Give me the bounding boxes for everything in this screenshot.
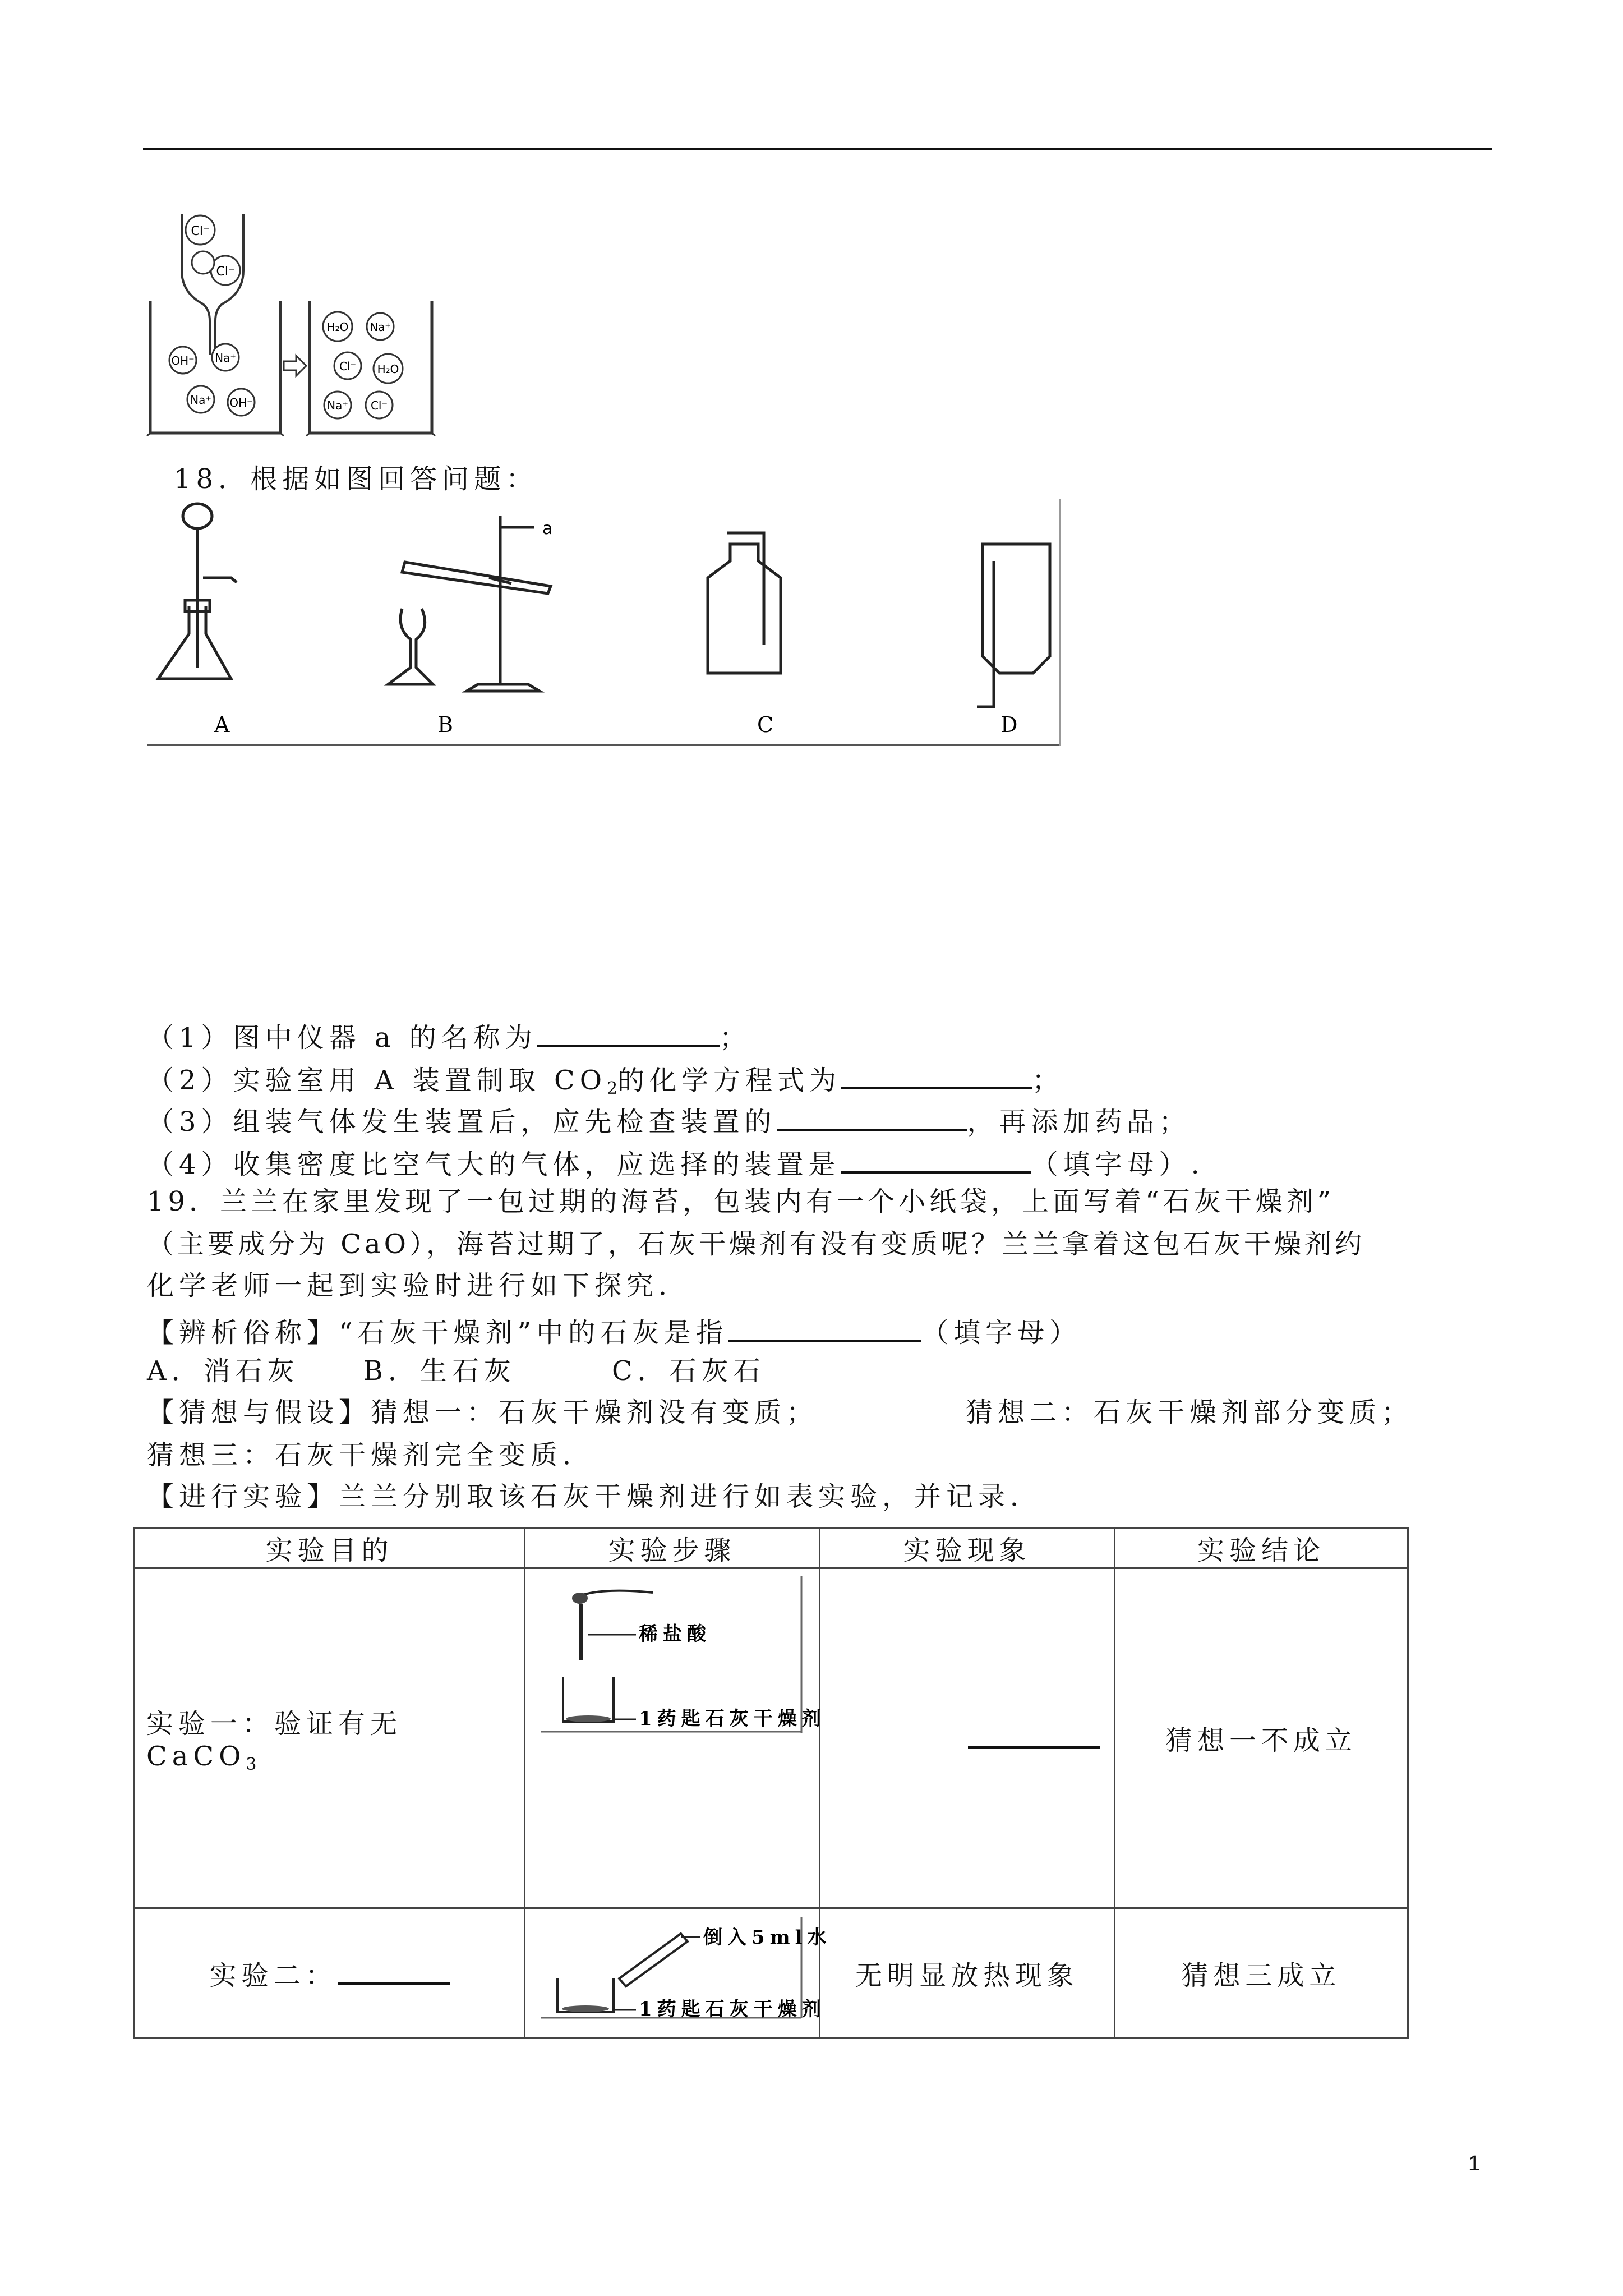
row2-phenomenon: 无明显放热现象 [820, 1908, 1115, 2039]
q18-item-4 [147, 1147, 1205, 1178]
q18-item-1-end: ； [719, 1022, 751, 1053]
q18-item-2 [147, 1062, 1064, 1097]
header-phenomenon: 实验现象 [820, 1528, 1115, 1568]
label-a: A [214, 712, 230, 737]
row1-phenomenon [820, 1568, 1115, 1908]
q19-line-1: 19．兰兰在家里发现了一包过期的海苔，包装内有一个小纸袋，上面写着“石灰干燥剂” [147, 1186, 1335, 1217]
q18-item-1 [147, 1020, 751, 1051]
q18-item-3-end: ，再添加药品； [967, 1106, 1191, 1138]
water-pour-figure [541, 1917, 832, 2023]
left-ion-3: Na⁺ [190, 393, 211, 407]
row1-conclusion: 猜想一不成立 [1115, 1568, 1408, 1908]
table-row [135, 1908, 1408, 2039]
q18-item-2-text: （2）实验室用 A 装置制取 CO [147, 1065, 607, 1096]
q19-options: A．消石灰 B．生石灰 C．石灰石 [147, 1355, 766, 1387]
caco3-subscript: 3 [246, 1755, 257, 1774]
experiment-table [133, 1527, 1409, 2039]
ion-reaction-figure [147, 209, 437, 439]
q19-line-3: 化学老师一起到实验时进行如下探究． [147, 1270, 691, 1301]
hcl-drop-figure [541, 1576, 826, 1744]
row2-purpose [135, 1908, 525, 2039]
header-steps: 实验步骤 [525, 1528, 820, 1568]
water-label: 倒入5ml水 [703, 1926, 832, 1949]
q18-item-1-text: （1）图中仪器 a 的名称为 [147, 1022, 537, 1053]
label-d: D [1000, 712, 1018, 737]
answer-blank-6[interactable] [968, 1722, 1100, 1749]
page-number: 1 [1468, 2152, 1481, 2175]
q19-caixiang-1: 【猜想与假设】猜想一：石灰干燥剂没有变质； [147, 1397, 819, 1428]
label-c: C [757, 712, 774, 737]
right-ion-5: Na⁺ [327, 399, 348, 412]
left-ion-2: Na⁺ [215, 351, 236, 365]
answer-blank-4[interactable] [841, 1147, 1031, 1174]
table-row [135, 1568, 1408, 1908]
bianxi-end: （填字母） [921, 1317, 1082, 1349]
q18-item-4-text: （4）收集密度比空气大的气体，应选择的装置是 [147, 1149, 841, 1180]
right-ion-2: Na⁺ [370, 320, 391, 334]
right-ion-6: Cl⁻ [370, 399, 388, 412]
q18-item-4-end: （填字母）. [1031, 1149, 1205, 1180]
answer-blank-2[interactable] [841, 1062, 1032, 1089]
q19-caixiang-2: 猜想二：石灰干燥剂部分变质； [966, 1397, 1414, 1428]
right-ion-4: H₂O [377, 362, 399, 376]
row2-steps [525, 1908, 832, 2039]
drying-agent-label-1: 1药匙石灰干燥剂 [638, 1708, 826, 1730]
hcl-label: 稀盐酸 [638, 1623, 711, 1645]
left-ion-1: OH⁻ [171, 354, 195, 367]
q19-caixiang-3: 猜想三：石灰干燥剂完全变质． [147, 1439, 595, 1471]
row1-purpose-text: 实验一：验证有无 CaCO [146, 1708, 403, 1772]
row1-purpose [135, 1568, 525, 1908]
apparatus-diagram [147, 499, 1061, 746]
right-ion-3: Cl⁻ [339, 360, 357, 373]
answer-blank-7[interactable] [338, 1958, 450, 1985]
q19-line-2: （主要成分为 CaO），海苔过期了，石灰干燥剂有没有变质呢？兰兰拿着这包石灰干燥剂约 [147, 1228, 1365, 1260]
right-ion-1: H₂O [326, 320, 349, 334]
table-header-row [135, 1528, 1408, 1568]
q18-item-2-mid: 的化学方程式为 [617, 1065, 842, 1096]
dropper-ion-1: Cl⁻ [191, 224, 210, 238]
drying-agent-label-2: 1药匙石灰干燥剂 [638, 1998, 826, 2021]
apparatus-figure [147, 499, 1061, 746]
row2-purpose-text: 实验二： [209, 1960, 338, 1991]
answer-blank-5[interactable] [728, 1315, 921, 1342]
answer-blank-1[interactable] [537, 1020, 720, 1047]
q19-jinxing: 【进行实验】兰兰分别取该石灰干燥剂进行如表实验，并记录． [147, 1481, 1043, 1512]
row1-steps [525, 1568, 826, 1908]
row2-conclusion: 猜想三成立 [1115, 1908, 1408, 2039]
instrument-label-a: a [542, 519, 553, 539]
header-purpose: 实验目的 [135, 1528, 525, 1568]
header-conclusion: 实验结论 [1115, 1528, 1408, 1568]
dropper-ion-2: Cl⁻ [216, 265, 235, 279]
q18-item-2-end: ； [1032, 1065, 1064, 1096]
q19-bianxi [147, 1315, 1082, 1349]
answer-blank-3[interactable] [777, 1104, 967, 1131]
ion-diagram [147, 209, 437, 439]
left-ion-4: OH⁻ [229, 396, 253, 409]
q18-item-3-text: （3）组装气体发生装置后，应先检查装置的 [147, 1106, 777, 1138]
header-rule [143, 148, 1492, 150]
q18-item-3 [147, 1104, 1191, 1138]
bianxi-text: 【辨析俗称】“石灰干燥剂”中的石灰是指 [147, 1317, 728, 1349]
q18-title: 18．根据如图回答问题： [174, 463, 538, 495]
co2-subscript: 2 [607, 1079, 618, 1098]
label-b: B [437, 712, 453, 737]
